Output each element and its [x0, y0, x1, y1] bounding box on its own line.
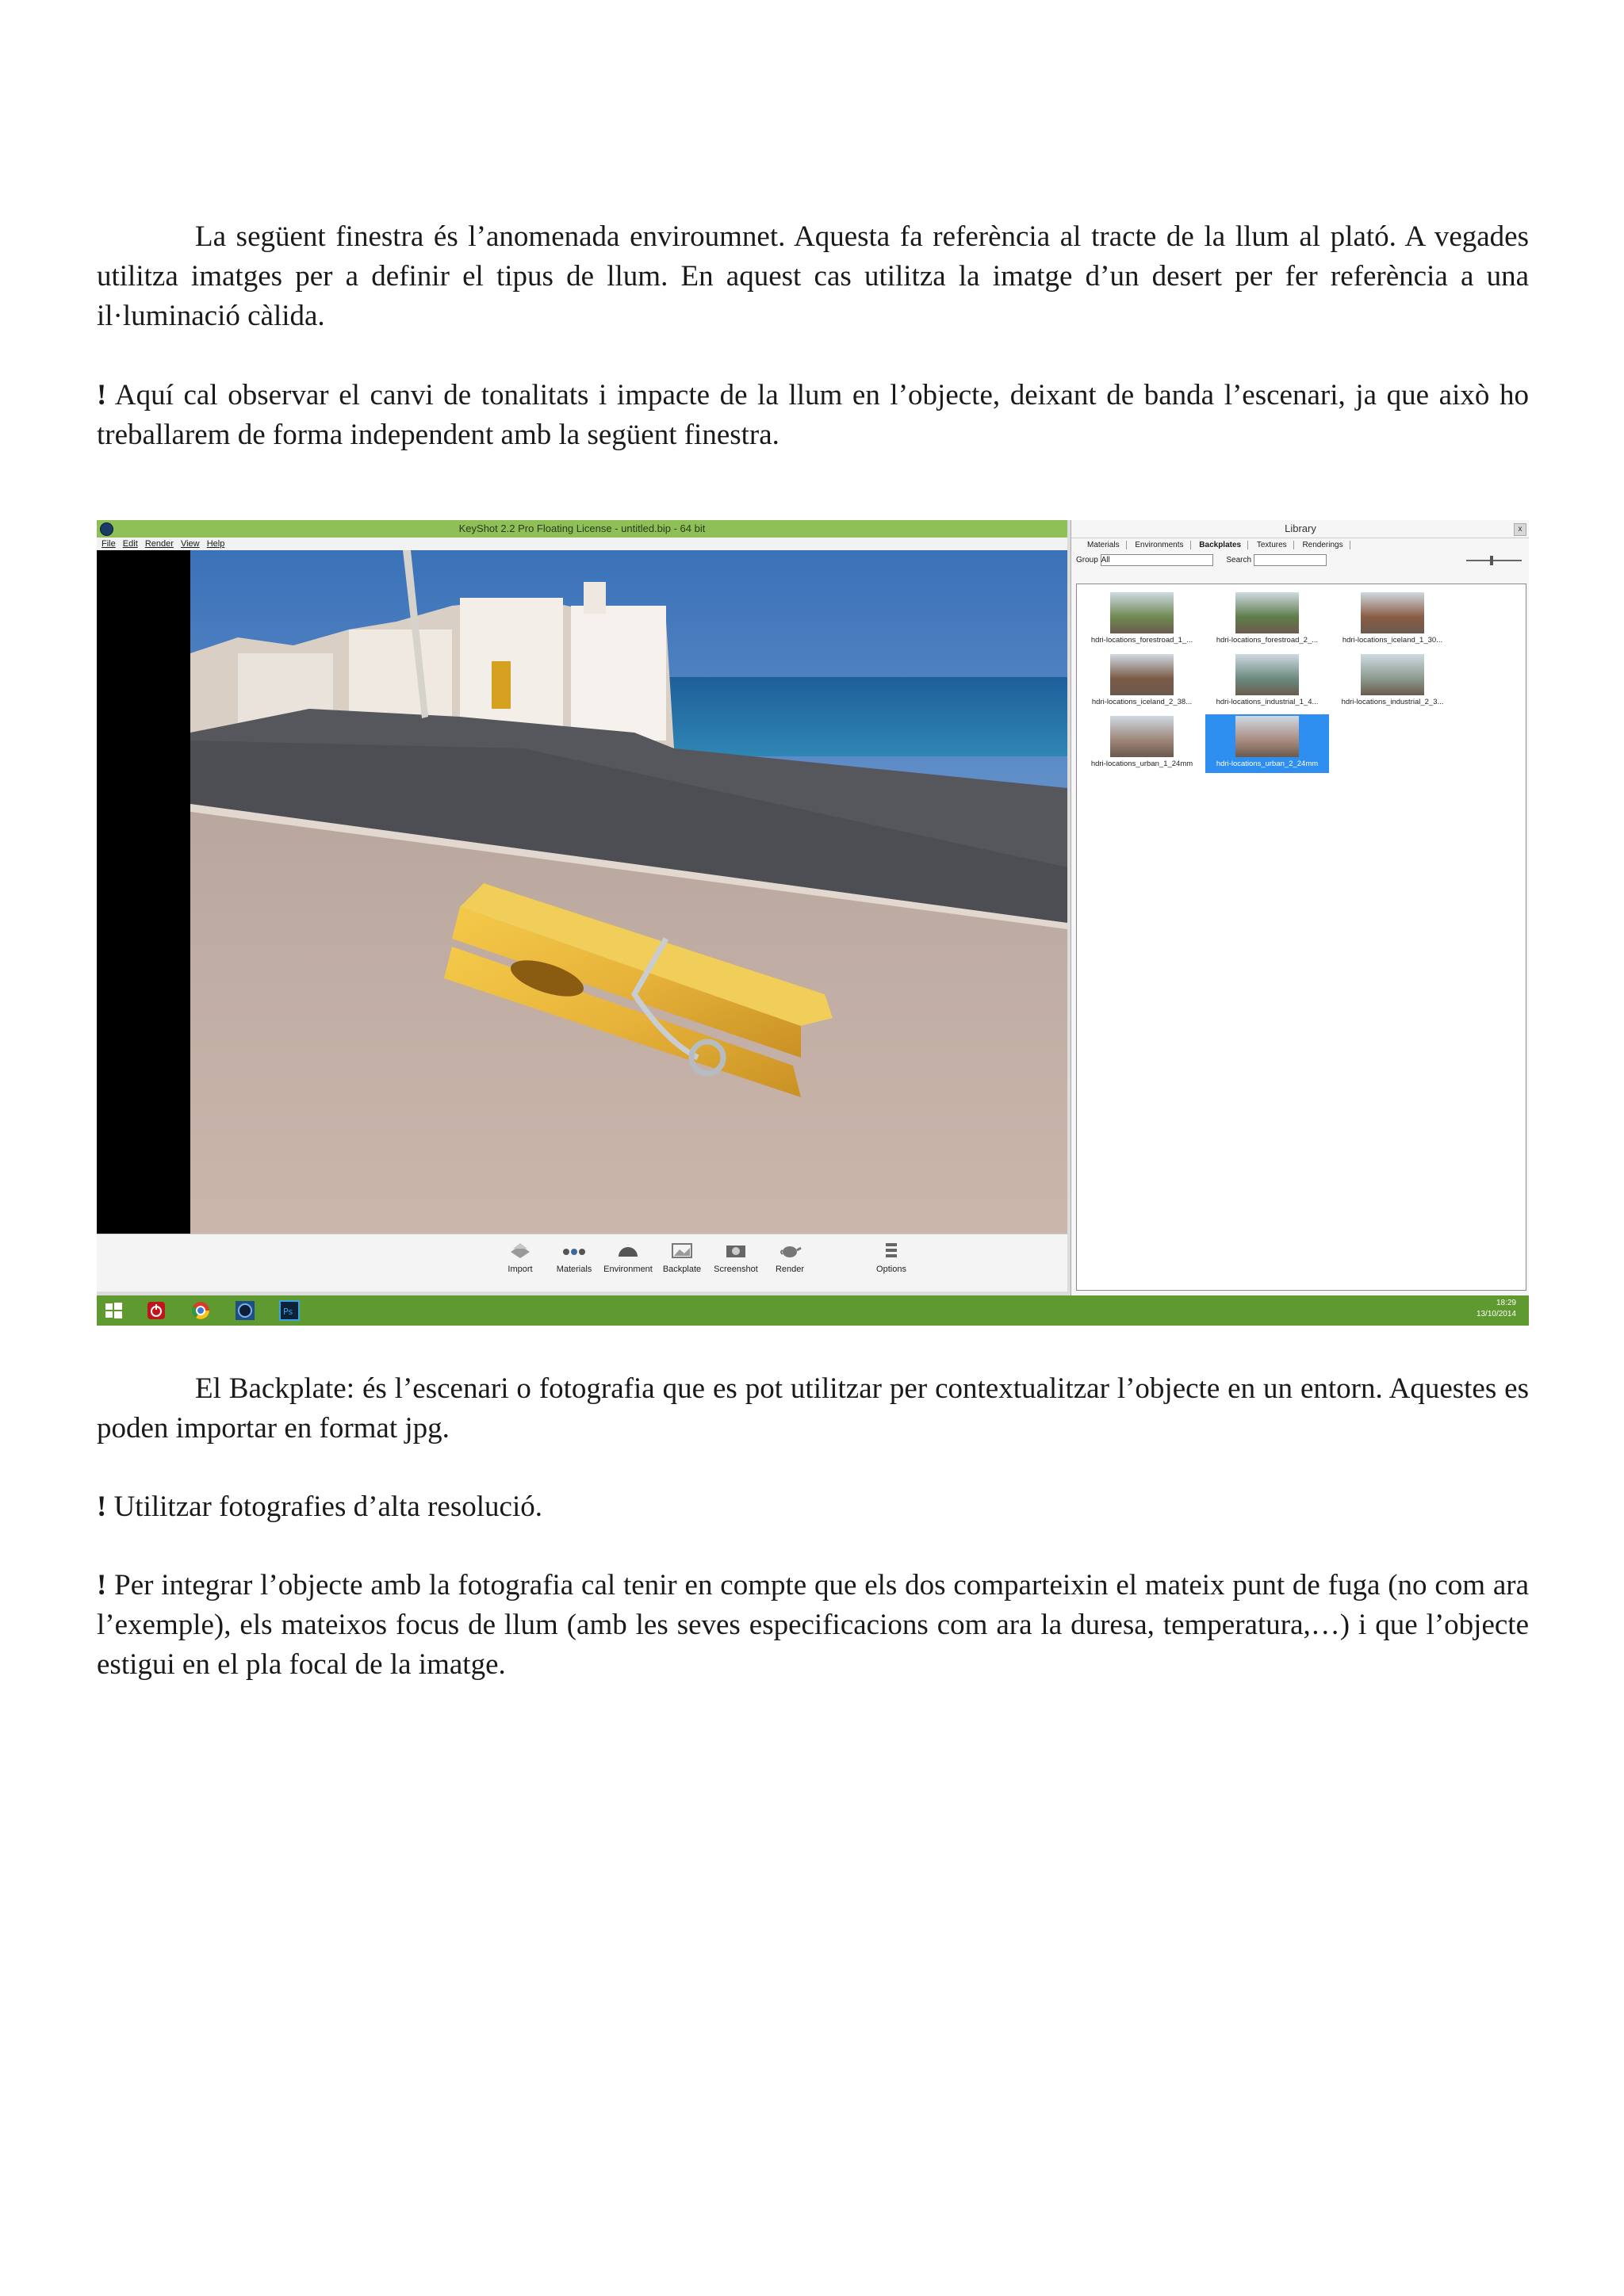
- backplate-thumbnail[interactable]: [1331, 591, 1454, 649]
- render-viewport[interactable]: [97, 550, 1067, 1234]
- backplate-button[interactable]: [655, 1241, 709, 1274]
- backplate-thumbnail-label: hdri-locations_urban_1_24mm: [1090, 760, 1193, 768]
- power-icon[interactable]: [146, 1300, 167, 1321]
- photoshop-icon[interactable]: [279, 1300, 300, 1321]
- keyshot-menu-bar: [97, 538, 1067, 550]
- keyshot-logo-icon: [100, 522, 113, 536]
- backplate-thumbnail-label: hdri-locations_forestroad_1_...: [1090, 636, 1193, 645]
- backplate-thumbnail-image: [1235, 654, 1299, 695]
- backplate-thumbnail-image: [1235, 716, 1299, 757]
- exclamation-mark: !: [97, 1569, 107, 1601]
- import-button[interactable]: [493, 1241, 547, 1274]
- system-clock[interactable]: [1477, 1298, 1516, 1320]
- tab-textures[interactable]: Textures: [1251, 541, 1294, 549]
- backplate-thumbnail[interactable]: [1080, 652, 1204, 711]
- paragraph-note-light: [97, 376, 1529, 455]
- render-label: Render: [775, 1265, 805, 1274]
- backplate-thumbnail-image: [1110, 592, 1174, 633]
- windows-start-icon[interactable]: [103, 1300, 124, 1321]
- menu-file[interactable]: File: [102, 539, 116, 549]
- import-label: Import: [508, 1265, 533, 1274]
- library-filter-bar: [1071, 553, 1529, 568]
- tab-renderings[interactable]: Renderings: [1296, 541, 1350, 549]
- paragraph-backplate: [97, 1369, 1529, 1448]
- options-label: Options: [876, 1265, 906, 1274]
- group-label: Group: [1076, 556, 1098, 564]
- backplate-thumbnail-label: hdri-locations_iceland_2_38...: [1091, 698, 1193, 706]
- paragraph-note-integration-text: Per integrar l’objecte amb la fotografia cal tenir en compte que els dos comparteixin el mateix punt de fuga (no com ara l’exemple), els mateixos focus de llum (amb les seves especificacions com ara la duresa, temperatura,…) i que l’objecte estigui en el pla focal de la imatge.: [97, 1569, 1529, 1681]
- clock-time: 18:29: [1496, 1299, 1516, 1307]
- backplate-thumbnail-image: [1361, 592, 1424, 633]
- screenshot-label: Screenshot: [714, 1265, 758, 1274]
- backplate-grid: [1076, 584, 1526, 1291]
- keyshot-window-title: KeyShot 2.2 Pro Floating License - untitled.bip - 64 bit: [458, 522, 706, 534]
- chrome-icon[interactable]: [190, 1300, 211, 1321]
- paragraph-note-resolution-text: Utilitzar fotografies d’alta resolució.: [106, 1490, 542, 1523]
- materials-label: Materials: [556, 1265, 592, 1274]
- keyshot-screenshot: [97, 520, 1529, 1326]
- clock-date: 13/10/2014: [1476, 1310, 1516, 1318]
- paragraph-environment-text: La següent finestra és l’anomenada enviroumnet. Aquesta fa referència al tracte de la llum al plató. A vegades utilitza imatges per a definir el tipus de llum. En aquest cas utilitza la imatge d’un desert per fer referència a una il·luminació càlida.: [97, 220, 1529, 332]
- thumbnail-size-slider[interactable]: [1466, 560, 1522, 561]
- backplate-thumbnail-image: [1110, 716, 1174, 757]
- backplate-thumbnail-label: hdri-locations_industrial_2_3...: [1341, 698, 1444, 706]
- svg-text:Ps: Ps: [283, 1307, 293, 1317]
- menu-render[interactable]: Render: [144, 539, 174, 549]
- screenshot-button[interactable]: [709, 1241, 763, 1274]
- search-input[interactable]: [1254, 554, 1327, 566]
- exclamation-mark: !: [97, 1490, 107, 1523]
- paragraph-note-resolution: [97, 1487, 1529, 1527]
- paragraph-note-light-text: Aquí cal observar el canvi de tonalitats i impacte de la llum en l’objecte, deixant de banda l’escenari, ja que això ho treballarem de forma independent amb la següent finestra.: [97, 379, 1529, 451]
- search-label: Search: [1226, 556, 1252, 564]
- backplate-thumbnail-label: hdri-locations_forestroad_2_...: [1216, 636, 1319, 645]
- tab-environments[interactable]: Environments: [1128, 541, 1190, 549]
- environment-icon: [616, 1241, 640, 1260]
- close-icon[interactable]: x: [1514, 523, 1526, 536]
- options-button[interactable]: [864, 1241, 918, 1274]
- backplate-thumbnail-label: hdri-locations_industrial_1_4...: [1216, 698, 1319, 706]
- keyshot-title-bar: [97, 520, 1067, 538]
- tab-materials[interactable]: Materials: [1081, 541, 1127, 549]
- paragraph-backplate-text: El Backplate: és l’escenari o fotografia que es pot utilitzar per contextualitzar l’objecte en un entorn. Aquestes es poden importar en format jpg.: [97, 1372, 1529, 1445]
- render-button[interactable]: [763, 1241, 817, 1274]
- backplate-thumbnail[interactable]: [1205, 714, 1329, 773]
- library-tabs: [1071, 538, 1529, 553]
- windows-taskbar: [97, 1295, 1529, 1326]
- backplate-thumbnail-image: [1235, 592, 1299, 633]
- library-title: Library: [1285, 522, 1316, 534]
- backplate-thumbnail[interactable]: [1205, 591, 1329, 649]
- backplate-thumbnail[interactable]: [1205, 652, 1329, 711]
- teapot-icon: [778, 1241, 802, 1260]
- backplate-thumbnail[interactable]: [1080, 591, 1204, 649]
- backplate-thumbnail-label: hdri-locations_urban_2_24mm: [1216, 760, 1319, 768]
- backplate-scene: [190, 550, 1067, 1234]
- options-icon: [879, 1241, 903, 1260]
- backplate-thumbnail-image: [1110, 654, 1174, 695]
- paragraph-note-integration: [97, 1566, 1529, 1685]
- backplate-thumbnail-image: [1361, 654, 1424, 695]
- camera-icon: [724, 1241, 748, 1260]
- menu-edit[interactable]: Edit: [122, 539, 138, 549]
- group-select[interactable]: All: [1101, 554, 1213, 566]
- keyshot-taskbar-icon[interactable]: [235, 1300, 255, 1321]
- backplate-thumbnail[interactable]: [1331, 652, 1454, 711]
- keyshot-toolbar: [97, 1234, 1067, 1292]
- environment-label: Environment: [603, 1265, 653, 1274]
- materials-button[interactable]: [547, 1241, 601, 1274]
- backplate-label: Backplate: [662, 1265, 702, 1274]
- materials-icon: [562, 1241, 586, 1260]
- environment-button[interactable]: [601, 1241, 655, 1274]
- backplate-icon: [670, 1241, 694, 1260]
- menu-help[interactable]: Help: [206, 539, 225, 549]
- backplate-thumbnail-label: hdri-locations_iceland_1_30...: [1342, 636, 1443, 645]
- exclamation-mark: !: [97, 379, 107, 411]
- tab-backplates[interactable]: Backplates: [1193, 541, 1248, 549]
- paragraph-environment: [97, 217, 1529, 336]
- library-panel: [1071, 520, 1529, 1295]
- menu-view[interactable]: View: [180, 539, 200, 549]
- backplate-thumbnail[interactable]: [1080, 714, 1204, 773]
- import-icon: [508, 1241, 532, 1260]
- library-title-bar: [1071, 520, 1529, 538]
